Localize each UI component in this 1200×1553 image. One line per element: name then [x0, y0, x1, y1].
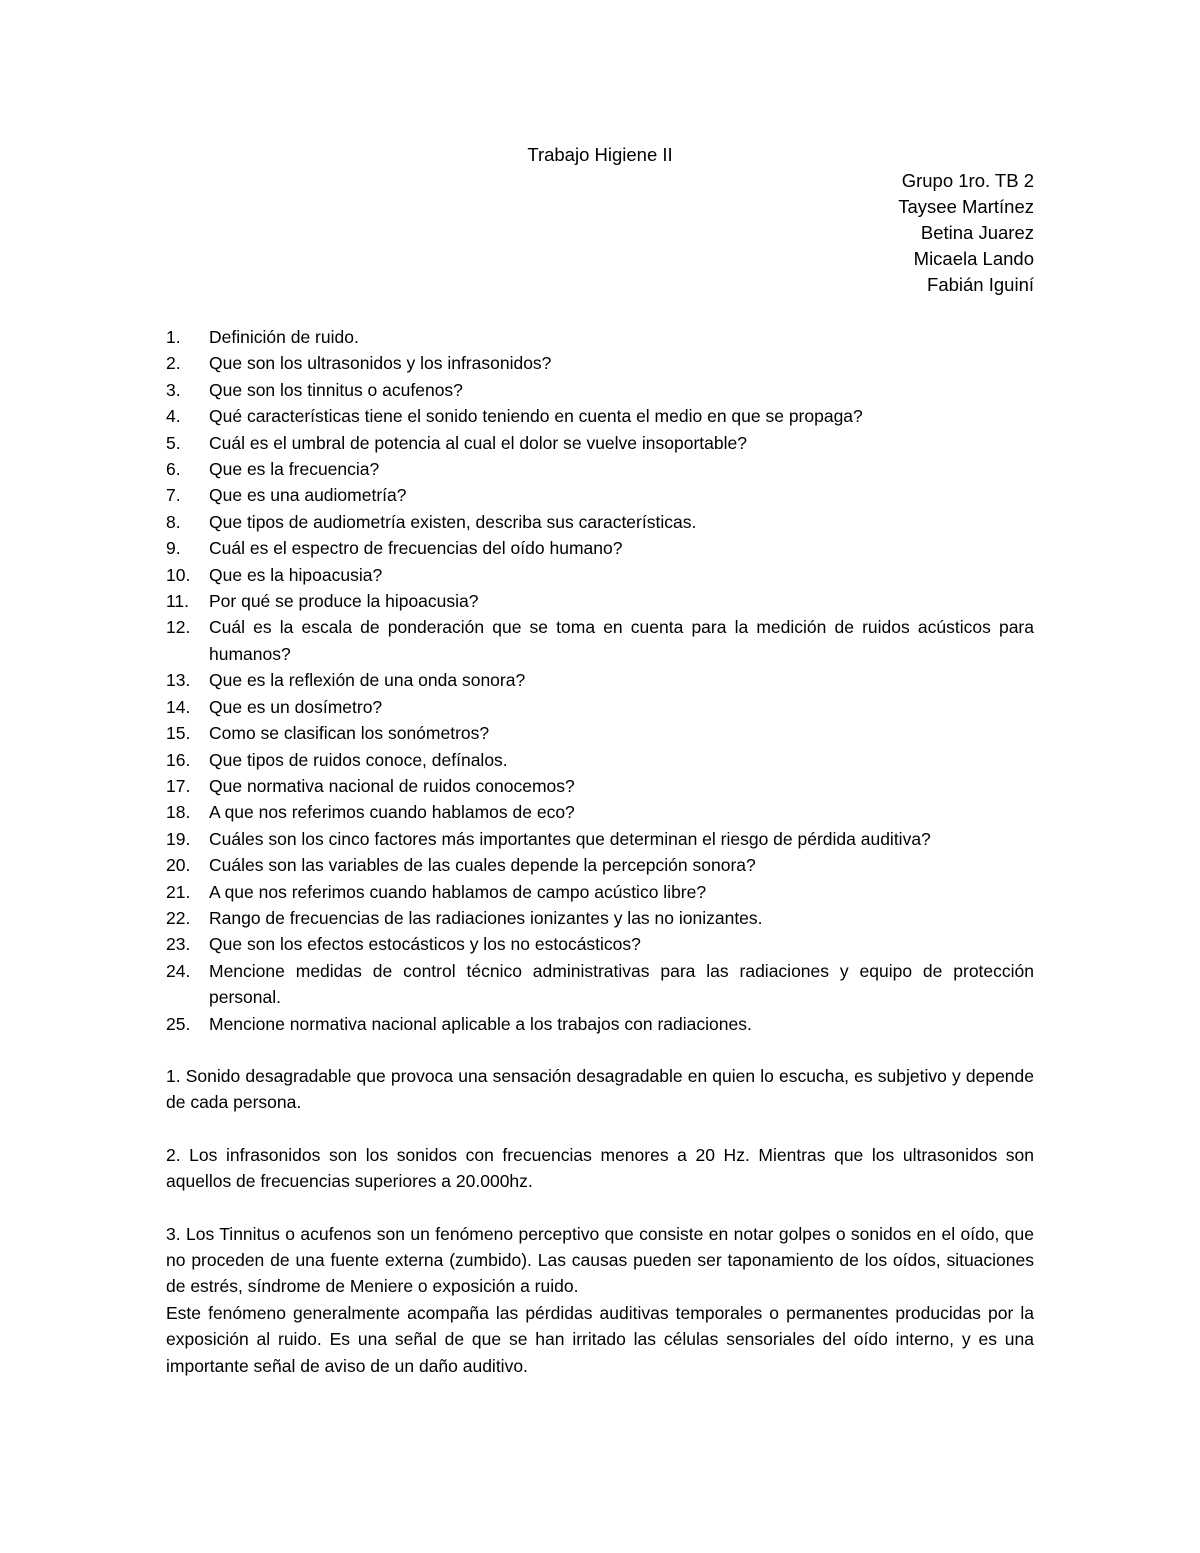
answers-section	[166, 1063, 1034, 1405]
question-text: Que es una audiometría?	[209, 485, 407, 506]
question-item	[166, 747, 1034, 773]
question-number: 8.	[166, 511, 181, 532]
question-number: 5.	[166, 432, 181, 453]
question-item	[166, 931, 1034, 957]
answer-paragraph: Este fenómeno generalmente acompaña las pérdidas auditivas temporales o permanentes producidas por la exposición al ruido. Es una señal de que se han irritado las células sensoriales del oído interno, y es una importante señal de aviso de un daño auditivo.	[166, 1302, 1034, 1376]
question-number: 6.	[166, 459, 181, 480]
question-item	[166, 482, 1034, 508]
question-number: 3.	[166, 379, 181, 400]
question-text: Por qué se produce la hipoacusia?	[209, 591, 479, 612]
author-name: Micaela Lando	[913, 248, 1034, 269]
question-item	[166, 350, 1034, 376]
question-text: Que tipos de ruidos conoce, defínalos.	[209, 749, 508, 770]
author-name: Taysee Martínez	[898, 196, 1034, 217]
question-text: Qué características tiene el sonido teniendo en cuenta el medio en que se propaga?	[209, 406, 863, 427]
question-number: 20.	[166, 855, 191, 876]
question-item	[166, 720, 1034, 746]
question-number: 15.	[166, 723, 191, 744]
question-text: Que es la hipoacusia?	[209, 564, 383, 585]
question-text: Cuáles son los cinco factores más importantes que determinan el riesgo de pérdida auditiva?	[209, 828, 931, 849]
question-item	[166, 535, 1034, 561]
question-number: 1.	[166, 327, 181, 347]
question-text: Como se clasifican los sonómetros?	[209, 723, 490, 744]
question-item	[166, 456, 1034, 482]
question-number: 9.	[166, 538, 181, 559]
question-number: 16.	[166, 749, 191, 770]
question-item	[166, 403, 1034, 429]
question-text: Que son los tinnitus o acufenos?	[209, 379, 463, 400]
question-number: 14.	[166, 696, 191, 717]
answer-paragraph: 3. Los Tinnitus o acufenos son un fenómeno perceptivo que consiste en notar golpes o sonidos en el oído, que no proceden de una fuente externa (zumbido). Las causas pueden ser taponamiento de los oídos, situaciones de estrés, síndrome de Meniere o exposición a ruido.	[166, 1223, 1034, 1297]
group-label: Grupo 1ro. TB 2	[901, 170, 1034, 191]
question-number: 25.	[166, 1013, 191, 1034]
question-number: 17.	[166, 775, 191, 796]
question-text: Que es la frecuencia?	[209, 459, 380, 480]
question-text: Cuáles son las variables de las cuales depende la percepción sonora?	[209, 855, 756, 876]
question-item	[166, 773, 1034, 799]
question-number: 13.	[166, 670, 191, 691]
question-item	[166, 430, 1034, 456]
question-text: A que nos referimos cuando hablamos de eco?	[209, 802, 575, 823]
author-block	[898, 168, 1034, 298]
question-item	[166, 694, 1034, 720]
question-number: 11.	[166, 591, 190, 612]
question-item	[166, 377, 1034, 403]
question-text: Cuál es la escala de ponderación que se toma en cuenta para la medición de ruidos acústicos para humanos?	[209, 617, 1034, 664]
question-item	[166, 905, 1034, 931]
question-number: 24.	[166, 960, 191, 981]
author-name: Betina Juarez	[920, 222, 1034, 243]
question-number: 2.	[166, 353, 181, 374]
question-item	[166, 879, 1034, 905]
question-number: 22.	[166, 907, 191, 928]
question-text: Definición de ruido.	[209, 327, 359, 347]
question-item	[166, 799, 1034, 825]
answer-paragraph: 2. Los infrasonidos son los sonidos con frecuencias menores a 20 Hz. Mientras que los ultrasonidos son aquellos de frecuencias superiores a 20.000hz.	[166, 1144, 1034, 1192]
question-number: 21.	[166, 881, 191, 902]
question-text: Mencione normativa nacional aplicable a los trabajos con radiaciones.	[209, 1013, 752, 1034]
question-text: A que nos referimos cuando hablamos de campo acústico libre?	[209, 881, 707, 902]
question-item	[166, 852, 1034, 878]
question-list	[166, 324, 1034, 1037]
question-text: Mencione medidas de control técnico administrativas para las radiaciones y equipo de protección personal.	[209, 960, 1034, 1008]
question-text: Que es un dosímetro?	[209, 696, 383, 717]
question-number: 10.	[166, 564, 191, 585]
question-item	[166, 667, 1034, 693]
question-text: Que son los ultrasonidos y los infrasonidos?	[209, 353, 552, 374]
question-text: Que tipos de audiometría existen, describa sus características.	[209, 511, 697, 532]
question-item	[166, 1011, 1034, 1037]
question-item	[166, 588, 1034, 614]
question-number: 19.	[166, 828, 191, 849]
question-number: 4.	[166, 406, 181, 427]
author-name: Fabián Iguiní	[927, 274, 1034, 295]
question-item	[166, 562, 1034, 588]
question-item	[166, 324, 1034, 350]
question-text: Cuál es el umbral de potencia al cual el dolor se vuelve insoportable?	[209, 432, 747, 453]
question-item	[166, 958, 1034, 1011]
question-number: 18.	[166, 802, 191, 823]
document-title: Trabajo Higiene II	[527, 144, 673, 165]
question-number: 23.	[166, 934, 191, 955]
question-item	[166, 826, 1034, 852]
question-number: 12.	[166, 617, 191, 638]
question-text: Que es la reflexión de una onda sonora?	[209, 670, 526, 691]
question-text: Que son los efectos estocásticos y los no estocásticos?	[209, 934, 641, 955]
question-number: 7.	[166, 485, 181, 506]
question-text: Rango de frecuencias de las radiaciones ionizantes y las no ionizantes.	[209, 907, 763, 928]
question-text: Cuál es el espectro de frecuencias del oído humano?	[209, 538, 623, 559]
question-text: Que normativa nacional de ruidos conocemos?	[209, 775, 575, 796]
question-item	[166, 509, 1034, 535]
question-item	[166, 614, 1034, 667]
answer-paragraph: 1. Sonido desagradable que provoca una sensación desagradable en quien lo escucha, es subjetivo y depende de cada persona.	[166, 1066, 1034, 1113]
